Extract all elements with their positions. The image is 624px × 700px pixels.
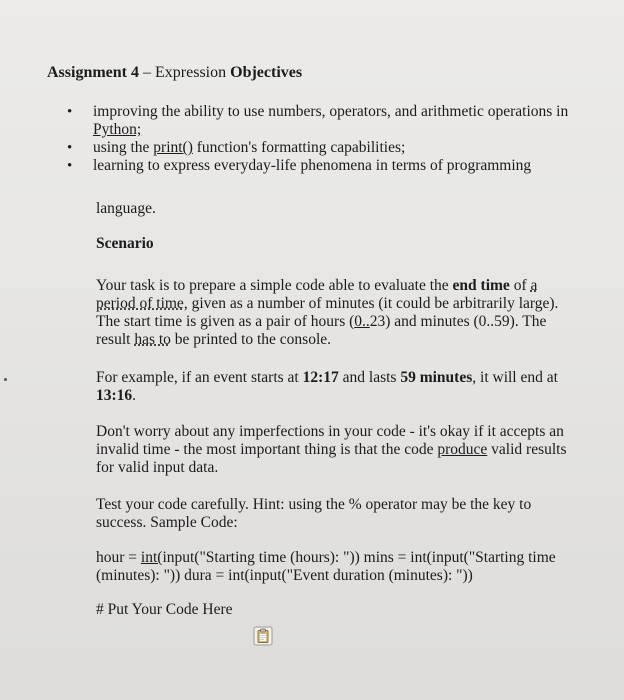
p3-l1: Don't worry about any imperfections in your code - it's okay if it accepts an <box>96 423 564 440</box>
code-int: int( <box>140 549 163 566</box>
imperfections-paragraph <box>96 423 606 477</box>
p2-start-time: 12:17 <box>302 369 339 386</box>
code-l1a: hour = <box>96 549 141 566</box>
objective-1-text: improving the ability to use numbers, operators, and arithmetic operations in <box>93 103 569 120</box>
p1-l1a: Your task is to prepare a simple code able to evaluate the <box>96 277 453 294</box>
scenario-paragraph <box>96 277 606 349</box>
title-objectives: Objectives <box>230 64 303 81</box>
p2-period: . <box>132 387 137 404</box>
p2-l1a: For example, if an event starts at <box>96 369 303 386</box>
p2-end-time: 13:16 <box>96 387 133 404</box>
p1-l3a: The start time is given as a pair of hours ( <box>96 313 355 330</box>
p1-l2b: , given as a number of minutes (it could be arbitrarily large). <box>183 295 559 312</box>
objective-2-text-a: using the <box>93 139 154 156</box>
example-paragraph <box>96 369 606 405</box>
objective-1-python: Python; <box>93 121 142 138</box>
p2-l1c: and lasts <box>338 369 401 386</box>
list-item <box>60 157 620 175</box>
title-assignment: Assignment 4 <box>47 64 140 81</box>
p4-l2: success. Sample Code: <box>96 514 238 531</box>
code-l1c: input("Starting time (hours): ")) mins = int(input("Starting time <box>162 549 556 566</box>
language-word: language. <box>96 200 156 217</box>
sample-code <box>96 549 606 585</box>
objective-3-text: learning to express everyday-life phenomena in terms of programming <box>93 157 532 174</box>
p3-produce: produce <box>437 441 488 458</box>
p4-l1: Test your code carefully. Hint: using the % operator may be the key to <box>96 496 532 513</box>
p1-end-time: end time <box>452 277 510 294</box>
list-item <box>60 139 620 157</box>
code-l2: (minutes): ")) dura = int(input("Event duration (minutes): ")) <box>96 567 473 584</box>
scenario-heading: Scenario <box>96 235 154 252</box>
p2-l1e: , it will end at <box>472 369 558 386</box>
p3-l3: for valid input data. <box>96 459 219 476</box>
list-item <box>60 103 620 139</box>
hint-paragraph <box>96 496 606 532</box>
p1-l1c: of <box>509 277 531 294</box>
p3-l2a: invalid time - the most important thing is that the code <box>96 441 438 458</box>
p1-l3c: 23) and minutes (0..59). The <box>369 313 547 330</box>
objective-2-text-c: function's formatting capabilities; <box>192 139 406 156</box>
title-expression: – Expression <box>139 64 231 81</box>
objective-2-print: print() <box>153 139 193 156</box>
p3-l2c: valid results <box>487 441 567 458</box>
p1-l4c: be printed to the console. <box>170 331 332 348</box>
p2-duration: 59 minutes <box>400 369 473 386</box>
objectives-list <box>60 103 620 175</box>
margin-mark <box>4 378 7 381</box>
code-placeholder: # Put Your Code Here <box>96 601 233 618</box>
p1-a: a <box>530 277 538 294</box>
p1-range: 0.. <box>354 313 370 330</box>
clipboard-icon[interactable] <box>253 626 273 646</box>
page-title <box>47 64 302 82</box>
p1-period-of-time: period of time <box>96 295 184 312</box>
p1-l4a: result <box>96 331 135 348</box>
p1-has-to: has to <box>134 331 171 348</box>
